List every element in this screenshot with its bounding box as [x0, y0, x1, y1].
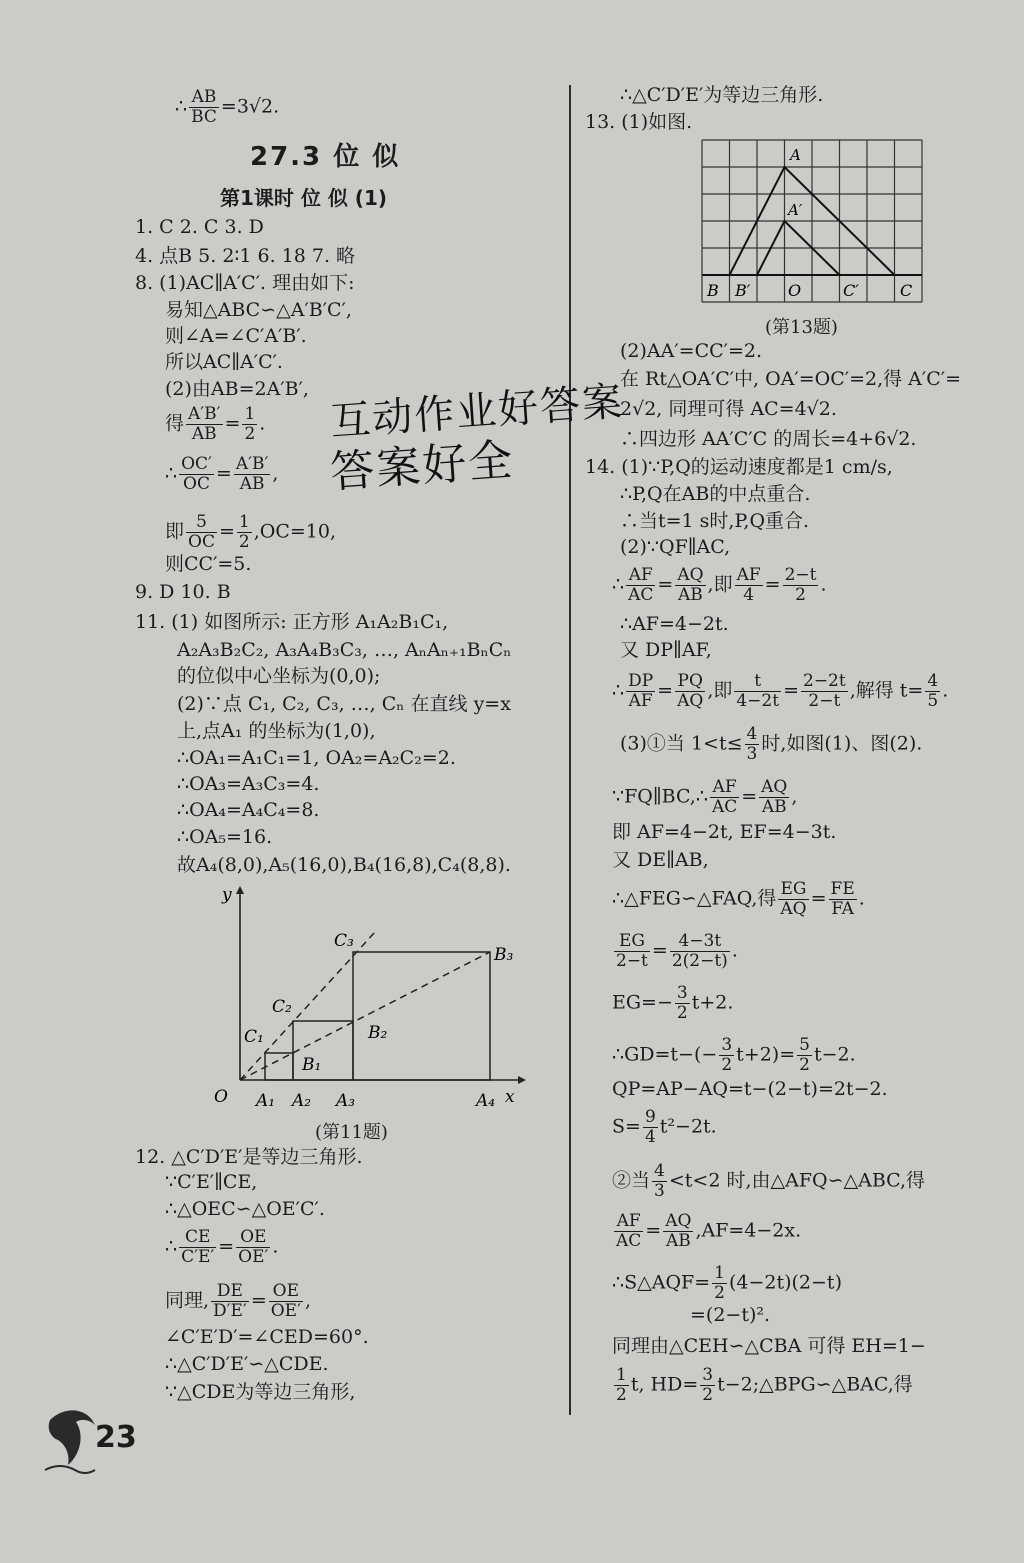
- q11-line9: ∴OA₅=16.: [177, 826, 273, 848]
- q8-line2: 易知△ABC∽△A′B′C′,: [165, 299, 352, 321]
- q14-line3: ∴当t=1 s时,P,Q重合.: [620, 510, 810, 532]
- q11-line6: ∴OA₁=A₁C₁=1, OA₂=A₂C₂=2.: [177, 747, 456, 769]
- origin-label: O: [214, 1087, 228, 1107]
- q11-line4: (2)∵点 C₁, C₂, C₃, …, Cₙ 在直线 y=x: [177, 693, 511, 715]
- q14-line4: (2)∵QF∥AC,: [620, 536, 731, 558]
- q8-line3: 则∠A=∠C′A′B′.: [165, 325, 307, 347]
- q14-formula11: $\frac{AF}{AC}$ = $\frac{AQ}{AB}$ ,AF=4−2x.: [616, 1211, 802, 1251]
- q14-formula10: ②当 $\frac{4}{3}$ <t<2 时,由△AFQ∽△ABC,得: [612, 1161, 926, 1201]
- y-axis-arrow: [236, 886, 244, 894]
- q8-line1: 8. (1)AC∥A′C′. 理由如下:: [135, 272, 355, 294]
- a3-label: A₃: [336, 1091, 356, 1111]
- q8-line5: (2)由AB=2A′B′,: [165, 378, 309, 400]
- q14-formula12: ∴S△AQF= $\frac{1}{2}$ (4−2t)(2−t): [612, 1263, 842, 1303]
- q12-line2: ∵C′E′∥CE,: [165, 1171, 258, 1193]
- q14-line10: =(2−t)².: [690, 1304, 771, 1326]
- answers-4-7: 4. 点B 5. 2∶1 6. 18 7. 略: [135, 245, 356, 267]
- a1-label: A₁: [256, 1091, 276, 1111]
- dolphin-logo-icon: [40, 1400, 100, 1480]
- q14-line6: 又 DP∥AF,: [620, 639, 712, 661]
- q14-formula2: ∴ $\frac{DP}{AF}$ = $\frac{PQ}{AQ}$ ,即 $\frac{t}{4-2t}$ = $\frac{2-2t}{2-t}$ ,解得 t= $\frac{4}{5}$ .: [612, 671, 949, 711]
- q14-formula8: ∴GD=t−(− $\frac{3}{2}$ t+2)= $\frac{5}{2}$ t−2.: [612, 1035, 856, 1075]
- q11-line8: ∴OA₄=A₄C₄=8.: [177, 799, 320, 821]
- label-b: B: [707, 281, 719, 300]
- q8-formula1: 得 $\frac{A'B'}{AB}$ = $\frac{1}{2}$ .: [165, 404, 266, 444]
- label-a: A: [790, 146, 801, 164]
- q11-line2: A₂A₃B₂C₂, A₃A₄B₃C₃, …, AₙAₙ₊₁BₙCₙ: [177, 639, 512, 661]
- q13-line4: 2√2, 同理可得 AC=4√2.: [620, 398, 837, 420]
- q14-line11: 同理由△CEH∽△CBA 可得 EH=1−: [612, 1335, 926, 1357]
- q14-line1: 14. (1)∵P,Q的运动速度都是1 cm/s,: [585, 456, 893, 478]
- q8-formula2: ∴ $\frac{OC'}{OC}$ = $\frac{A'B'}{AB}$ ,: [165, 454, 279, 494]
- q14-formula5: ∴△FEG∽△FAQ,得 $\frac{EG}{AQ}$ = $\frac{FE}{FA}$ .: [612, 879, 865, 919]
- lesson-title: 第1课时 位 似 (1): [220, 186, 388, 210]
- q14-line5: ∴AF=4−2t.: [620, 613, 729, 635]
- square-3: [353, 952, 490, 1080]
- q12-line6: ∵△CDE为等边三角形,: [165, 1381, 356, 1403]
- q8-formula3: 即 $\frac{5}{OC}$ = $\frac{1}{2}$ ,OC=10,: [165, 512, 337, 552]
- c2-label: C₂: [272, 997, 292, 1017]
- q13-line1: 13. (1)如图.: [585, 111, 693, 133]
- section-title: 27.3 位 似: [250, 142, 401, 172]
- c1-label: C₁: [244, 1027, 264, 1047]
- b1-label: B₁: [302, 1055, 322, 1075]
- x-label: x: [505, 1087, 515, 1107]
- label-c: C: [900, 281, 913, 300]
- x-axis-arrow: [518, 1076, 526, 1084]
- q11-line7: ∴OA₃=A₃C₃=4.: [177, 773, 320, 795]
- q8-line4: 所以AC∥A′C′.: [165, 351, 283, 373]
- b3-label: B₃: [494, 945, 514, 965]
- q11-line1: 11. (1) 如图所示: 正方形 A₁A₂B₁C₁,: [135, 611, 449, 633]
- q14-formula1: ∴ $\frac{AF}{AC}$ = $\frac{AQ}{AB}$ ,即 $\frac{AF}{4}$ = $\frac{2-t}{2}$ .: [612, 565, 827, 605]
- handwritten-note-1: 互动作业好答案: [328, 378, 626, 446]
- answers-9-10: 9. D 10. B: [135, 581, 231, 603]
- figure-13: [700, 138, 930, 308]
- q12-line3: ∴△OEC∽△OE′C′.: [165, 1198, 325, 1220]
- q8-line6: 则CC′=5.: [165, 553, 252, 575]
- q14-formula3: (3)①当 1<t≤ $\frac{4}{3}$ 时,如图(1)、图(2).: [620, 724, 923, 764]
- c3-label: C₃: [334, 931, 354, 951]
- label-o: O: [788, 281, 802, 300]
- page-number: 23: [95, 1420, 137, 1455]
- q11-line10: 故A₄(8,0),A₅(16,0),B₄(16,8),C₄(8,8).: [177, 854, 511, 876]
- q11-line3: 的位似中心坐标为(0,0);: [177, 665, 381, 687]
- q12-formula1: ∴ $\frac{CE}{C'E'}$ = $\frac{OE}{OE'}$ .: [165, 1227, 279, 1267]
- square-1: [265, 1053, 293, 1080]
- q12-conclusion: ∴△C′D′E′为等边三角形.: [620, 84, 824, 106]
- a4-label: A₄: [476, 1091, 496, 1111]
- q14-line9: QP=AP−AQ=t−(2−t)=2t−2.: [612, 1078, 888, 1100]
- q14-line7: 即 AF=4−2t, EF=4−3t.: [612, 821, 837, 843]
- label-c-prime: C′: [843, 281, 859, 300]
- q12-line4: ∠C′E′D′=∠CED=60°.: [165, 1326, 369, 1348]
- q14-line8: 又 DE∥AB,: [612, 849, 709, 871]
- a2-label: A₂: [292, 1091, 312, 1111]
- label-b-prime: B′: [735, 281, 751, 300]
- label-a-prime: A′: [788, 201, 803, 219]
- top-formula: ∴ $\frac{AB}{BC}$ =3√2.: [175, 87, 280, 127]
- q13-line5: ∴四边形 AA′C′C 的周长=4+6√2.: [620, 428, 917, 450]
- figure-13-caption: (第13题): [765, 317, 838, 338]
- figure-11: [200, 880, 530, 1120]
- handwritten-note-2: 答案好全: [328, 434, 516, 499]
- q14-formula4: ∵FQ∥BC,∴ $\frac{AF}{AC}$ = $\frac{AQ}{AB}$ ,: [612, 777, 798, 817]
- q13-line2: (2)AA′=CC′=2.: [620, 340, 763, 362]
- q11-line5: 上,点A₁ 的坐标为(1,0),: [177, 720, 376, 742]
- column-divider: [569, 85, 571, 1415]
- q12-line5: ∴△C′D′E′∽△CDE.: [165, 1353, 329, 1375]
- q14-formula7: EG=− $\frac{3}{2}$ t+2.: [612, 983, 734, 1023]
- q12-formula2: 同理, $\frac{DE}{D'E'}$ = $\frac{OE}{OE'}$ ,: [165, 1281, 311, 1321]
- figure-11-caption: (第11题): [315, 1122, 388, 1143]
- q14-formula6: $\frac{EG}{2-t}$ = $\frac{4-3t}{2(2-t)}$ .: [616, 931, 738, 971]
- b2-label: B₂: [368, 1023, 388, 1043]
- q13-line3: 在 Rt△OA′C′中, OA′=OC′=2,得 A′C′=: [620, 368, 961, 390]
- q14-formula13: $\frac{1}{2}$ t, HD= $\frac{3}{2}$ t−2;△BPG∽△BAC,得: [616, 1365, 913, 1405]
- q14-line2: ∴P,Q在AB的中点重合.: [620, 483, 811, 505]
- q12-line1: 12. △C′D′E′是等边三角形.: [135, 1146, 363, 1168]
- answers-1-3: 1. C 2. C 3. D: [135, 216, 264, 238]
- y-label: y: [222, 885, 232, 905]
- q14-formula9: S= $\frac{9}{4}$ t²−2t.: [612, 1107, 717, 1147]
